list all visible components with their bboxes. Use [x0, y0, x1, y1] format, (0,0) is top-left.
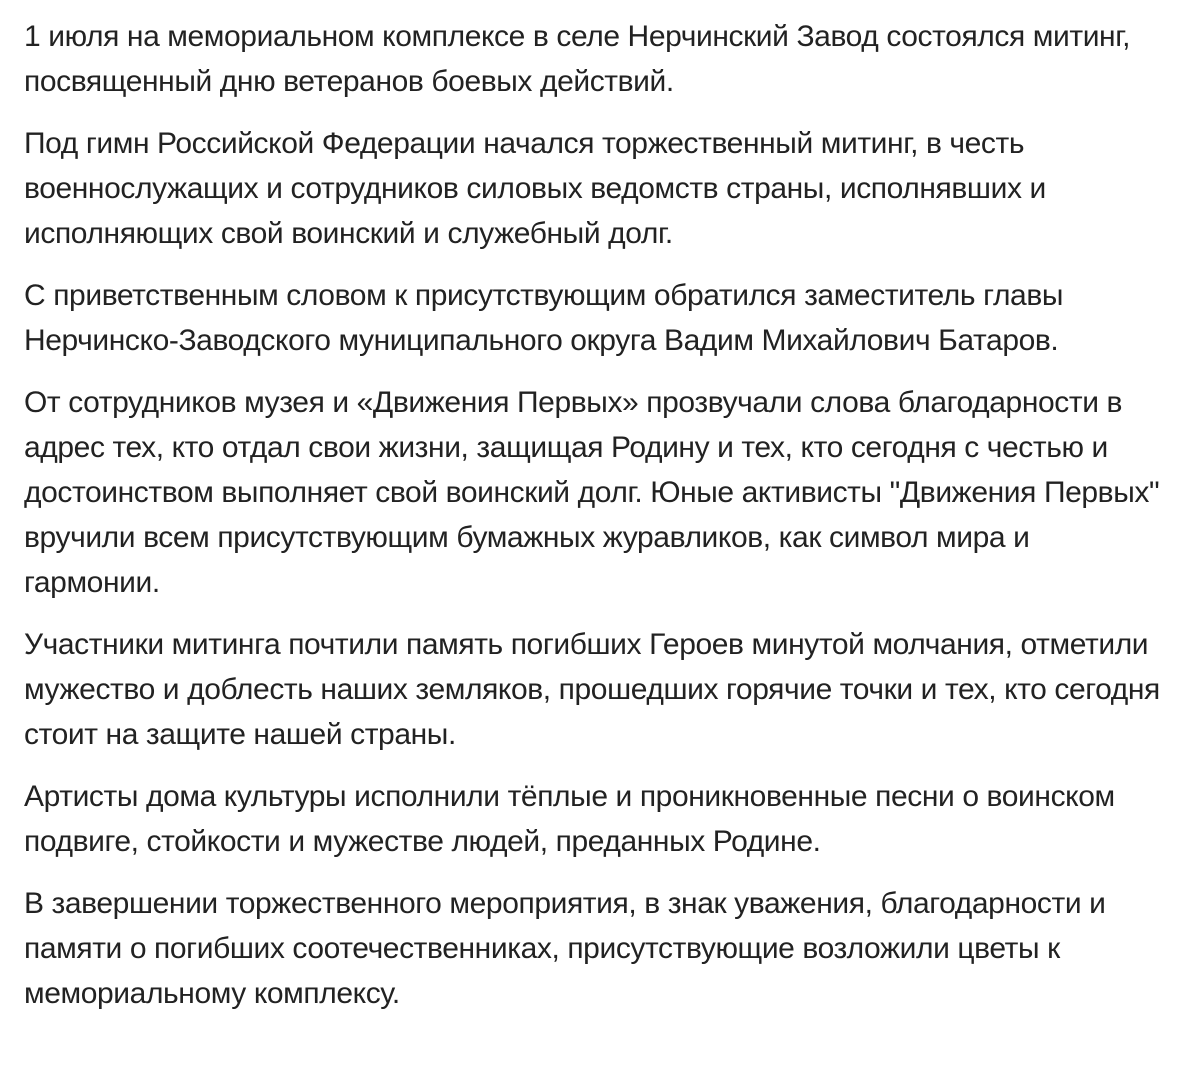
article-paragraph: 1 июля на мемориальном комплексе в селе Нерчинский Завод состоялся митинг, посвященный дню ветеранов боевых действий.	[24, 20, 1131, 98]
article-paragraph: Под гимн Российской Федерации начался торжественный митинг, в честь военнослужащих и сотрудников силовых ведомств страны, исполнявших и исполняющих свой воинский и служебный долг.	[24, 127, 1046, 250]
article-paragraph: В завершении торжественного мероприятия, в знак уважения, благодарности и памяти о погибших соотечественниках, присутствующие возложили цветы к мемориальному комплексу.	[24, 887, 1106, 1010]
article-paragraph: Артисты дома культуры исполнили тёплые и проникновенные песни о воинском подвиге, стойкости и мужестве людей, преданных Родине.	[24, 780, 1115, 858]
article-paragraph: Участники митинга почтили память погибших Героев минутой молчания, отметили мужество и доблесть наших земляков, прошедших горячие точки и тех, кто сегодня стоит на защите нашей страны.	[24, 628, 1160, 751]
article-paragraph: С приветственным словом к присутствующим обратился заместитель главы Нерчинско-Заводского муниципального округа Вадим Михайлович Батаров.	[24, 279, 1064, 357]
article-paragraph: От сотрудников музея и «Движения Первых» прозвучали слова благодарности в адрес тех, кто отдал свои жизни, защищая Родину и тех, кто сегодня с честью и достоинством выполняет свой воинский долг. Юные активисты "Движения Первых" вручили всем присутствующим бумажных журавликов, как символ мира и гармонии.	[24, 386, 1160, 599]
